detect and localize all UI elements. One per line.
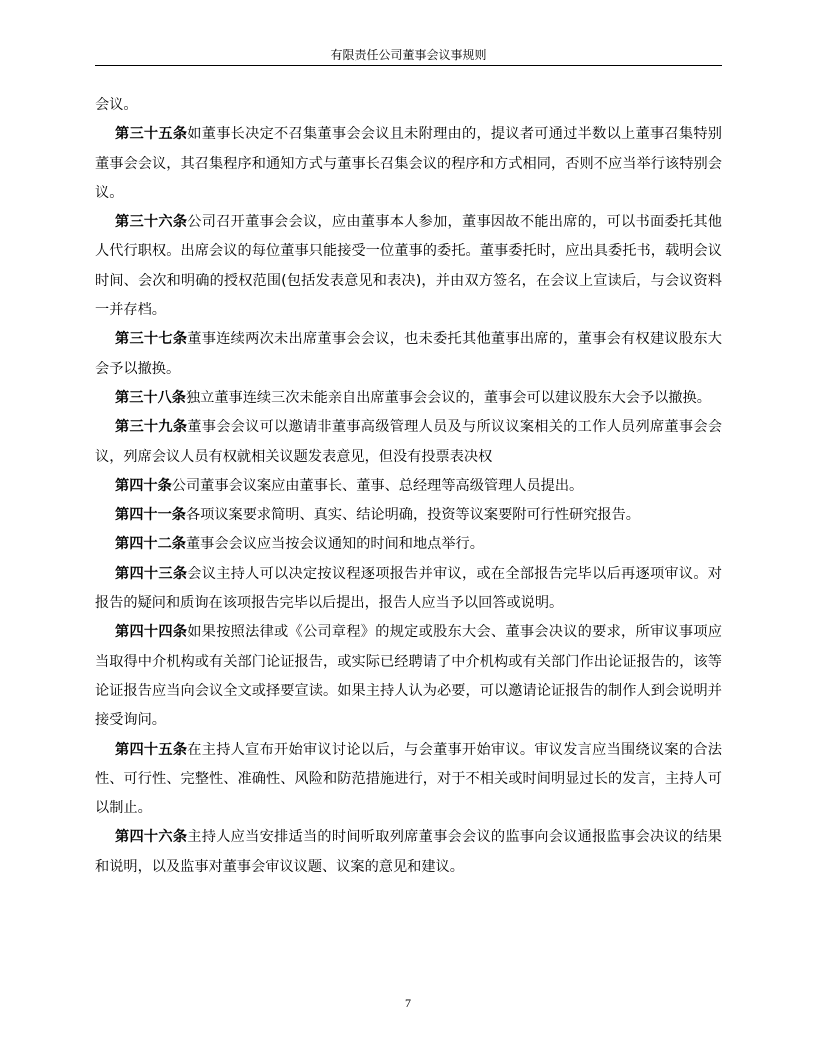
article-text: 公司召开董事会会议，应由董事本人参加，董事因故不能出席的，可以书面委托其他人代行职权。出席会议的每位董事只能接受一位董事的委托。董事委托时，应出具委托书，载明会议时间、会次和明确的授权范围(包括发表意见和表决)，并由双方签名，在会议上宣读后，与会议资料一并存档。	[95, 214, 722, 319]
article-37	[95, 325, 722, 384]
article-45	[95, 736, 722, 824]
article-text: 在主持人宣布开始审议讨论以后，与会董事开始审议。审议发言应当围绕议案的合法性、可行性、完整性、准确性、风险和防范措施进行，对于不相关或时间明显过长的发言，主持人可以制止。	[95, 741, 722, 817]
article-number: 第四十一条	[115, 507, 186, 524]
article-text: 如果按照法律或《公司章程》的规定或股东大会、董事会决议的要求，所审议事项应当取得中介机构或有关部门论证报告，或实际已经聘请了中介机构或有关部门作出论证报告的，该等论证报告应当向会议全文或择要宣读。如果主持人认为必要，可以邀请论证报告的制作人到会说明并接受询问。	[95, 624, 722, 729]
article-number: 第四十二条	[115, 536, 186, 553]
page-number: 7	[405, 996, 411, 1010]
article-43	[95, 560, 722, 619]
article-number: 第四十五条	[115, 741, 188, 758]
article-text: 独立董事连续三次未能亲自出席董事会会议的，董事会可以建议股东大会予以撤换。	[185, 389, 711, 406]
article-text: 董事会会议可以邀请非董事高级管理人员及与所议议案相关的工作人员列席董事会会议，列席会议人员有权就相关议题发表意见，但没有投票表决权	[95, 419, 722, 465]
article-number: 第四十条	[115, 477, 172, 494]
article-35	[95, 120, 722, 208]
article-39	[95, 413, 722, 472]
article-number: 第四十三条	[115, 565, 188, 582]
article-number: 第三十六条	[115, 214, 188, 231]
article-number: 第三十五条	[115, 126, 188, 143]
article-text: 如董事长决定不召集董事会会议且未附理由的，提议者可通过半数以上董事召集特别董事会会议，其召集程序和通知方式与董事长召集会议的程序和方式相同，否则不应当举行该特别会议。	[95, 126, 722, 201]
page-header: 有限责任公司董事会议事规则	[95, 45, 722, 66]
article-text: 董事会会议应当按会议通知的时间和地点举行。	[185, 536, 484, 553]
article-40	[95, 472, 722, 501]
article-number: 第四十四条	[115, 624, 188, 641]
article-text: 公司董事会议案应由董事长、董事、总经理等高级管理人员提出。	[171, 477, 584, 494]
article-number: 第三十七条	[115, 331, 188, 348]
article-46	[95, 823, 722, 882]
article-number: 第三十八条	[115, 389, 186, 406]
document-body	[95, 91, 722, 882]
article-text: 会议主持人可以决定按议程逐项报告并审议，或在全部报告完毕以后再逐项审议。对报告的疑问和质询在该项报告完毕以后提出，报告人应当予以回答或说明。	[95, 565, 722, 612]
article-42	[95, 530, 722, 559]
article-36	[95, 208, 722, 325]
article-38	[95, 384, 722, 413]
article-text: 董事连续两次未出席董事会会议，也未委托其他董事出席的，董事会有权建议股东大会予以撤换。	[95, 331, 722, 377]
continuation-text: 会议。	[95, 97, 138, 113]
article-number: 第四十六条	[115, 829, 188, 846]
article-44	[95, 618, 722, 735]
article-text: 各项议案要求简明、真实、结论明确，投资等议案要附可行性研究报告。	[185, 507, 640, 524]
article-text: 主持人应当安排适当的时间听取列席董事会会议的监事向会议通报监事会决议的结果和说明，以及监事对董事会审议议题、议案的意见和建议。	[95, 829, 722, 875]
article-41	[95, 501, 722, 530]
article-number: 第三十九条	[115, 419, 188, 436]
